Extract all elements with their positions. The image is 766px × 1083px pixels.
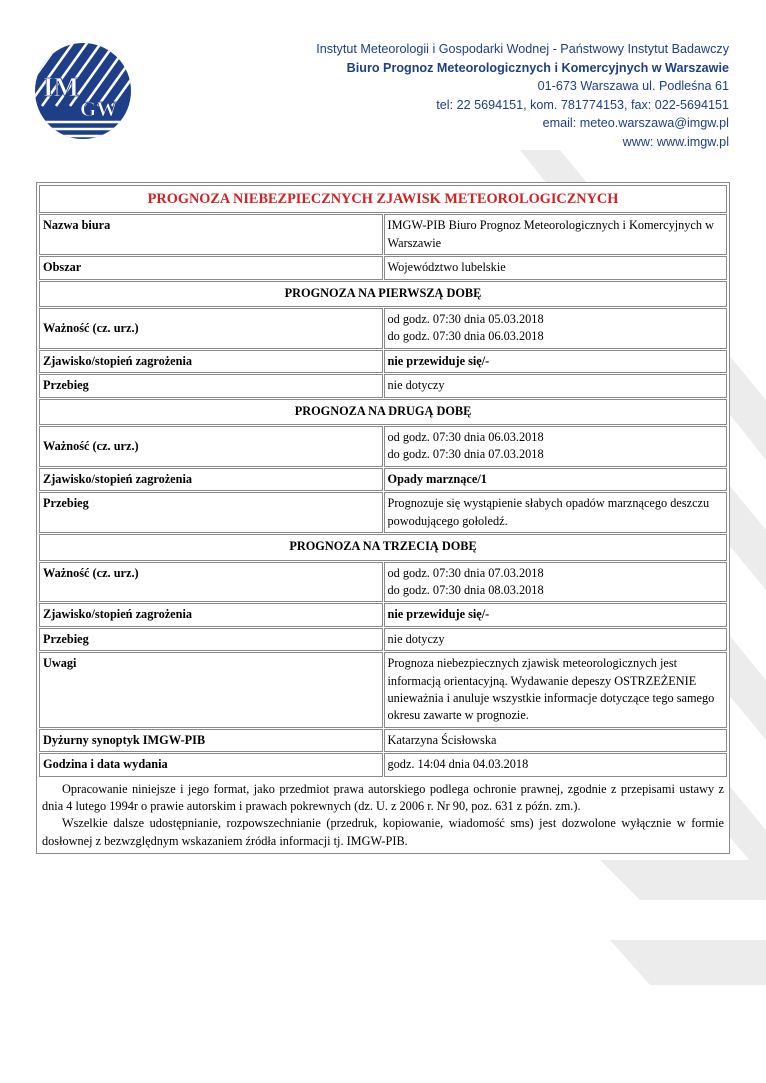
forecast-document — [36, 182, 730, 854]
day1-heading: PROGNOZA NA PIERWSZĄ DOBĘ — [39, 281, 727, 307]
day1-course-label: Przebieg — [39, 374, 383, 397]
forecast-table — [38, 184, 728, 778]
document-title: PROGNOZA NIEBEZPIECZNYCH ZJAWISK METEOROLOGICZNYCH — [39, 185, 727, 213]
day1-validity-to: do godz. 07:30 dnia 06.03.2018 — [387, 329, 544, 344]
forecaster-label: Dyżurny synoptyk IMGW-PIB — [39, 729, 383, 752]
day3-phenomenon-label: Zjawisko/stopień zagrożenia — [39, 603, 383, 626]
copyright-paragraph-1: Opracowanie niniejsze i jego format, jako przedmiot prawa autorskiego podlega ochronie prawnej, zgodnie z przepisami ustawy z dnia 4 lutego 1994r o prawie autorskim i prawach pokrewnych (dz. U. z 2006 r. Nr 90, poz. 631 z późn. zm.). — [42, 781, 724, 813]
day3-validity-from: od godz. 07:30 dnia 07.03.2018 — [387, 565, 544, 580]
day3-heading: PROGNOZA NA TRZECIĄ DOBĘ — [39, 534, 727, 560]
day2-phenomenon-value: Opady marznące/1 — [384, 468, 728, 491]
day3-course-value: nie dotyczy — [384, 628, 728, 651]
remarks-value: Prognoza niebezpiecznych zjawisk meteorologicznych jest informacją orientacyjną. Wydawanie depeszy OSTRZEŻENIE unieważnia i anuluje wszystkie informacje dotyczące tego samego okresu zawarte w prognozie. — [384, 652, 728, 728]
day1-phenomenon-value: nie przewiduje się/- — [384, 350, 728, 373]
website[interactable]: www: www.imgw.pl — [622, 134, 729, 149]
institute-name: Instytut Meteorologii i Gospodarki Wodnej - Państwowy Instytut Badawczy — [316, 42, 729, 56]
day2-validity-value — [384, 426, 728, 467]
day1-validity-label: Ważność (cz. urz.) — [39, 308, 383, 349]
issued-label: Godzina i data wydania — [39, 753, 383, 776]
imgw-logo — [34, 36, 132, 146]
copyright-note — [38, 778, 728, 853]
institute-header — [316, 40, 729, 152]
day2-validity-label: Ważność (cz. urz.) — [39, 426, 383, 467]
day2-validity-to: do godz. 07:30 dnia 07.03.2018 — [387, 447, 544, 462]
issued-value: godz. 14:04 dnia 04.03.2018 — [384, 753, 728, 776]
day3-validity-to: do godz. 07:30 dnia 08.03.2018 — [387, 582, 544, 597]
remarks-label: Uwagi — [39, 652, 383, 728]
office-label: Nazwa biura — [39, 214, 383, 255]
copyright-paragraph-2: Wszelkie dalsze udostępnianie, rozpowszechnianie (przedruk, kopiowanie, wiadomość sms) jest dozwolone wyłącznie w formie dosłownej z bezwzględnym wskazaniem źródła informacji tj. IMGW-PIB. — [42, 816, 724, 848]
address: 01-673 Warszawa ul. Podleśna 61 — [537, 79, 729, 94]
logo-text-bottom: GW — [80, 97, 118, 121]
area-value: Województwo lubelskie — [384, 256, 728, 279]
day1-validity-value — [384, 308, 728, 349]
day2-phenomenon-label: Zjawisko/stopień zagrożenia — [39, 468, 383, 491]
office-name: Biuro Prognoz Meteorologicznych i Komercyjnych w Warszawie — [346, 60, 729, 75]
day2-course-label: Przebieg — [39, 492, 383, 533]
logo-text-top: IM — [43, 72, 79, 102]
day2-validity-from: od godz. 07:30 dnia 06.03.2018 — [387, 430, 544, 445]
office-value: IMGW-PIB Biuro Prognoz Meteorologicznych i Komercyjnych w Warszawie — [384, 214, 728, 255]
day1-course-value: nie dotyczy — [384, 374, 728, 397]
area-label: Obszar — [39, 256, 383, 279]
day2-course-value: Prognozuje się wystąpienie słabych opadów marznącego deszczu powodującego gołoledź. — [384, 492, 728, 533]
email[interactable]: email: meteo.warszawa@imgw.pl — [542, 116, 729, 131]
day3-validity-label: Ważność (cz. urz.) — [39, 562, 383, 603]
phone: tel: 22 5694151, kom. 781774153, fax: 022-5694151 — [436, 97, 729, 112]
forecaster-value: Katarzyna Ścisłowska — [384, 729, 728, 752]
day2-heading: PROGNOZA NA DRUGĄ DOBĘ — [39, 399, 727, 425]
day3-course-label: Przebieg — [39, 628, 383, 651]
day3-validity-value — [384, 562, 728, 603]
day1-validity-from: od godz. 07:30 dnia 05.03.2018 — [387, 312, 544, 327]
day1-phenomenon-label: Zjawisko/stopień zagrożenia — [39, 350, 383, 373]
day3-phenomenon-value: nie przewiduje się/- — [384, 603, 728, 626]
